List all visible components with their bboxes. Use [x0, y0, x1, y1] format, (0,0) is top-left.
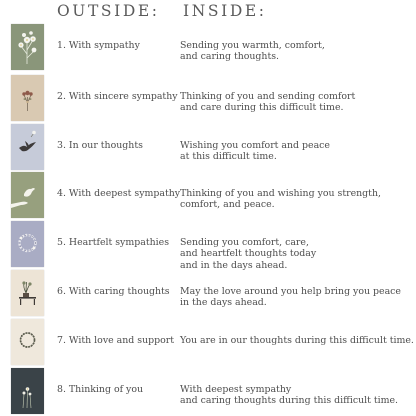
- card-thumbnail-6[interactable]: [11, 270, 44, 316]
- inside-text-4: [180, 188, 412, 211]
- card-background: [11, 221, 44, 267]
- outside-text-7: 7. With love and support: [57, 335, 174, 346]
- inside-text-2: [180, 91, 412, 114]
- inside-line: Wishing you comfort and peace: [180, 140, 330, 151]
- card-row-8: [0, 368, 416, 416]
- card-row-2: [0, 75, 416, 123]
- card-thumbnail-7[interactable]: [11, 319, 44, 365]
- inside-line: Sending you comfort, care,: [180, 237, 309, 248]
- card-row-7: [0, 319, 416, 367]
- card-thumbnail-5[interactable]: [11, 221, 44, 267]
- inside-line: Thinking of you and wishing you strength,: [180, 188, 381, 199]
- outside-text-5: 5. Heartfelt sympathies: [57, 237, 170, 248]
- inside-line: Sending you warmth, comfort,: [180, 40, 325, 51]
- inside-text-7: [180, 335, 412, 346]
- inside-line: You are in our thoughts during this difficult time.: [180, 335, 414, 346]
- inside-line: at this difficult time.: [180, 151, 277, 163]
- inside-line: With deepest sympathy: [180, 384, 292, 395]
- inside-line: comfort, and peace.: [180, 199, 275, 211]
- card-thumbnail-2[interactable]: [11, 75, 44, 121]
- inside-text-5: [180, 237, 412, 271]
- outside-text-2: 2. With sincere sympathy: [57, 91, 178, 102]
- inside-line: in the days ahead.: [180, 297, 267, 309]
- outside-text-4: 4. With deepest sympathy: [57, 188, 181, 199]
- inside-column-heading: INSIDE:: [183, 2, 267, 20]
- card-background: [11, 319, 44, 365]
- outside-column-heading: OUTSIDE:: [57, 2, 160, 20]
- inside-line: and caring thoughts during this difficult time.: [180, 395, 399, 407]
- card-background: [11, 24, 44, 70]
- outside-text-6: 6. With caring thoughts: [57, 286, 170, 297]
- card-thumbnail-8[interactable]: [11, 368, 44, 414]
- card-thumbnail-1[interactable]: [11, 24, 44, 70]
- outside-text-3: 3. In our thoughts: [57, 140, 143, 151]
- card-thumbnail-3[interactable]: [11, 124, 44, 170]
- card-row-6: [0, 270, 416, 318]
- inside-text-1: [180, 40, 412, 63]
- card-row-4: [0, 172, 416, 220]
- card-thumbnail-4[interactable]: [11, 172, 44, 218]
- card-row-5: [0, 221, 416, 269]
- inside-line: May the love around you help bring you peace: [180, 286, 401, 297]
- inside-line: and heartfelt thoughts today: [180, 248, 317, 260]
- inside-line: and in the days ahead.: [180, 259, 288, 271]
- inside-text-8: [180, 384, 412, 407]
- card-row-3: [0, 124, 416, 172]
- card-row-1: [0, 24, 416, 72]
- outside-text-1: 1. With sympathy: [57, 40, 140, 51]
- inside-line: and care during this difficult time.: [180, 102, 344, 114]
- inside-text-6: [180, 286, 412, 309]
- inside-line: and caring thoughts.: [180, 51, 280, 63]
- inside-line: Thinking of you and sending comfort: [180, 91, 356, 102]
- inside-text-3: [180, 140, 412, 163]
- outside-text-8: 8. Thinking of you: [57, 384, 144, 395]
